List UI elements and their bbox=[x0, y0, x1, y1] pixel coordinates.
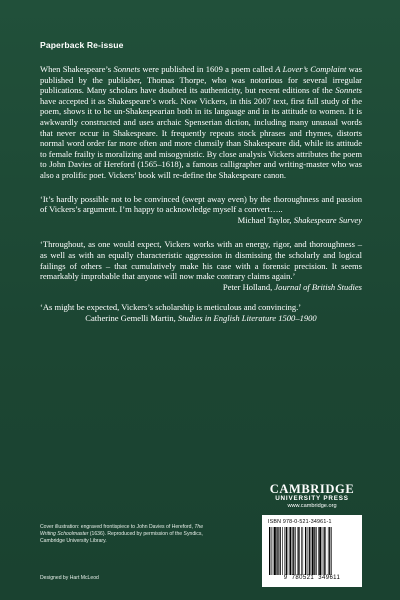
barcode-bar bbox=[295, 527, 296, 575]
barcode-bar bbox=[302, 527, 303, 575]
barcode-bar bbox=[299, 527, 300, 575]
barcode-bar bbox=[319, 527, 321, 575]
barcode-bar bbox=[289, 527, 291, 575]
review-attribution bbox=[40, 313, 362, 324]
credit-title: The Writing Schoolmaster bbox=[40, 524, 204, 538]
isbn-label: ISBN 978-0-521-34961-1 bbox=[268, 519, 332, 525]
barcode-bar bbox=[288, 527, 289, 575]
barcode-bar bbox=[305, 527, 306, 575]
blurb-text: have accepted it as Shakespeare’s work. Now Vickers, in this 2007 text, first full study of the poem, shows it to be un-Shakespearian both in its language and in its attitude to women. It is awkwardly constructed and uses archaic Spenserian diction, including many unusual words that never occur in Shakespeare. It frequently repeats stock phrases and rhymes, distorts normal word order far more often and more clumsily than Shakespeare did, while its attitude to female frailty is moralizing and misogynistic. By close analysis Vickers attributes the poem to John Davies of Hereford (1565–1618), a famous calligrapher and writing-master who was also a prolific poet. Vickers’ book will re-define the Shakespeare canon. bbox=[40, 95, 362, 180]
review-quote: ‘Throughout, as one would expect, Vickers works with an energy, rigor, and thoroughness – as well as with an equally characteristic aggression in dismissing the scholarly and logical failings of others – that cumulatively make his case with a forensic precision. It seems remarkably improbable that anyone will now make contrary claims again.’ bbox=[40, 239, 362, 282]
barcode-bar bbox=[309, 527, 310, 575]
reviewer-name: Catherine Gemelli Martin, bbox=[85, 312, 178, 323]
barcode-bar bbox=[276, 527, 277, 575]
reviewer-name: Peter Holland, bbox=[222, 281, 275, 292]
review-source: Studies in English Literature 1500–1900 bbox=[177, 312, 317, 323]
book-blurb bbox=[40, 64, 362, 181]
review-attribution bbox=[40, 215, 362, 226]
barcode-bar bbox=[285, 527, 286, 575]
barcode-bar bbox=[314, 527, 315, 575]
barcode-bar bbox=[271, 527, 272, 575]
publisher-subtitle: UNIVERSITY PRESS bbox=[275, 495, 349, 502]
blurb-title-sonnets: Sonnets bbox=[113, 64, 141, 74]
barcode-bar bbox=[307, 527, 308, 575]
blurb-text: was published by the publisher, Thomas Thorpe, who was notorious for several irregular publications. Many scholars have doubted its authenticity, but recent editions of the bbox=[40, 64, 362, 96]
blurb-title-lovers-complaint: A Lover’s Complaint bbox=[275, 64, 347, 74]
publisher-name: CAMBRIDGE bbox=[269, 482, 355, 496]
barcode-digit-lead: 9 bbox=[283, 575, 288, 581]
cover-illustration-credit bbox=[40, 524, 210, 545]
review-quote: ‘It’s hardly possible not to be convinced (swept away even) by the thoroughness and passion of Vickers’s argument. I’m happy to acknowledge myself a convert….. bbox=[40, 193, 362, 215]
barcode-bar bbox=[331, 527, 332, 575]
designer-credit: Designed by Hart McLeod bbox=[40, 575, 99, 581]
barcode-bar bbox=[312, 527, 314, 575]
barcode-bar bbox=[274, 527, 276, 575]
review-attribution bbox=[40, 282, 362, 293]
publisher-logo bbox=[262, 483, 362, 510]
barcode-bar bbox=[280, 527, 281, 575]
barcode-bar bbox=[269, 527, 270, 575]
barcode bbox=[268, 527, 356, 575]
barcode-bar bbox=[298, 527, 299, 575]
barcode-bar bbox=[329, 527, 330, 575]
barcode-bar bbox=[273, 527, 274, 575]
credit-text: Cover illustration: engraved frontispiece to John Davies of Hereford, bbox=[40, 524, 195, 530]
barcode-bar bbox=[292, 527, 293, 575]
cover-text bbox=[40, 40, 362, 323]
review-quote: ‘As might be expected, Vickers’s scholarship is meticulous and convincing.’ bbox=[40, 302, 302, 313]
barcode-bar bbox=[278, 527, 279, 575]
blurb-text: were published in 1609 a poem called bbox=[140, 64, 276, 74]
reviewer-name: Michael Taylor, bbox=[237, 214, 294, 225]
barcode-bar bbox=[318, 527, 319, 575]
barcode-bar bbox=[324, 527, 325, 575]
barcode-digits bbox=[264, 575, 360, 581]
review-source: Journal of British Studies bbox=[274, 281, 362, 292]
reissue-heading: Paperback Re-issue bbox=[40, 40, 124, 50]
isbn-barcode-box bbox=[262, 515, 362, 587]
barcode-digit-group: 780521 bbox=[291, 575, 315, 581]
barcode-bar bbox=[301, 527, 302, 575]
barcode-digit-group: 349611 bbox=[318, 575, 341, 581]
barcode-bar bbox=[322, 527, 323, 575]
barcode-bar bbox=[325, 527, 326, 575]
review-source: Shakespeare Survey bbox=[293, 214, 362, 225]
blurb-text: When Shakespeare’s bbox=[40, 64, 114, 74]
barcode-bar bbox=[328, 527, 329, 575]
barcode-bar bbox=[282, 527, 283, 575]
credit-text: (1636). Reproduced by permission of the Syndics, Cambridge University Library. bbox=[40, 531, 203, 545]
blurb-title-sonnets: Sonnets bbox=[335, 85, 362, 96]
publisher-url: www.cambridge.org bbox=[287, 503, 337, 509]
barcode-bar bbox=[286, 527, 287, 575]
barcode-bar bbox=[293, 527, 294, 575]
barcode-bar bbox=[311, 527, 312, 575]
barcode-bar bbox=[316, 527, 317, 575]
